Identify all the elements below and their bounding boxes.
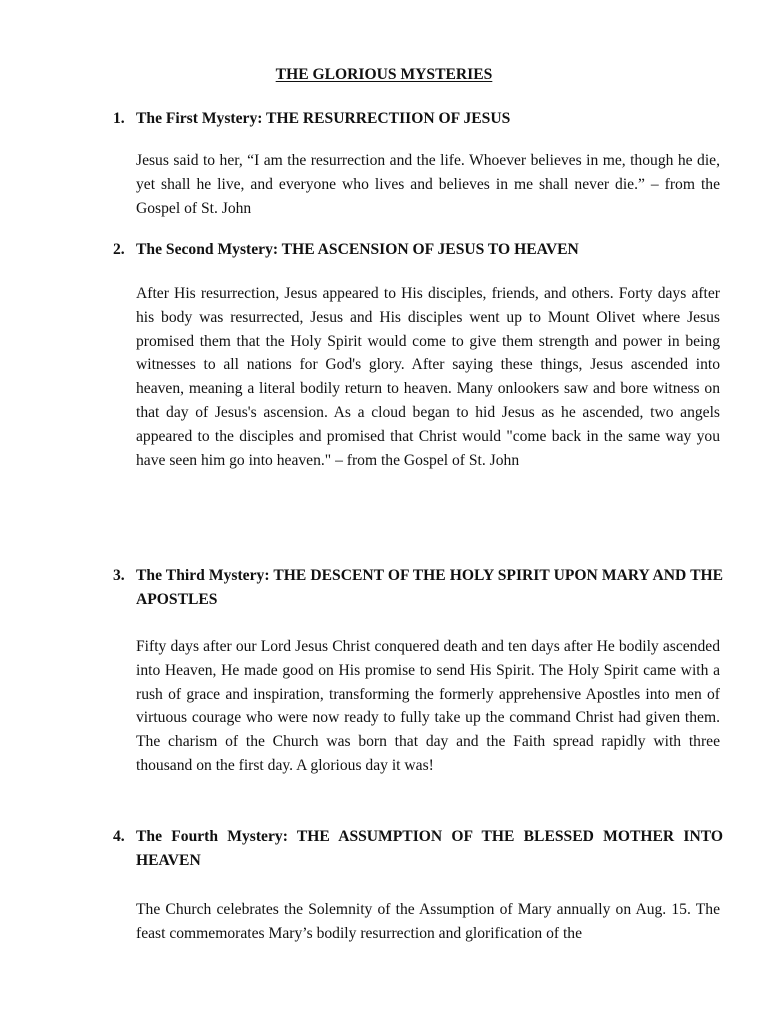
- mystery-3-title: The Third Mystery: THE DESCENT OF THE HOLY SPIRIT UPON MARY AND THE APOSTLES: [136, 567, 723, 608]
- mystery-4-heading: [113, 825, 723, 873]
- mystery-3-text: Fifty days after our Lord Jesus Christ conquered death and ten days after He bodily ascended into Heaven, He made good on His promise to send His Spirit. The Holy Spirit came with a rush of grace and inspiration, transforming the formerly apprehensive Apostles into men of virtuous courage who were now ready to fully take up the command Christ had given them. The charism of the Church was born that day and the Faith spread rapidly with three thousand on the first day. A glorious day it was!: [136, 638, 720, 774]
- page-title: THE GLORIOUS MYSTERIES: [275, 66, 493, 83]
- mystery-4-number: 4.: [113, 828, 125, 845]
- mystery-3-heading: [113, 564, 723, 612]
- mystery-2-heading: [113, 238, 723, 262]
- mystery-1-title: The First Mystery: THE RESURRECTIION OF JESUS: [136, 110, 511, 127]
- mystery-4-text: The Church celebrates the Solemnity of the Assumption of Mary annually on Aug. 15. The feast commemorates Mary’s bodily resurrection and glorification of the: [136, 901, 720, 942]
- mystery-1-heading: [113, 107, 723, 131]
- mystery-1-number: 1.: [113, 110, 125, 127]
- mystery-3-number: 3.: [113, 567, 125, 584]
- mystery-4-title: The Fourth Mystery: THE ASSUMPTION OF THE BLESSED MOTHER INTO HEAVEN: [136, 828, 723, 869]
- mystery-2-title: The Second Mystery: THE ASCENSION OF JESUS TO HEAVEN: [136, 241, 579, 258]
- mystery-1-text: Jesus said to her, “I am the resurrection and the life. Whoever believes in me, though he die, yet shall he live, and everyone who lives and believes in me shall never die.” – from the Gospel of St. John: [136, 152, 720, 217]
- mystery-2-number: 2.: [113, 241, 125, 258]
- mystery-2-text: After His resurrection, Jesus appeared to His disciples, friends, and others. Forty days after his body was resurrected, Jesus and His disciples went up to Mount Olivet where Jesus promised them that the Holy Spirit would come to give them strength and power in being witnesses to all nations for God's glory. After saying these things, Jesus ascended into heaven, meaning a literal bodily return to heaven. Many onlookers saw and bore witness on that day of Jesus's ascension. As a cloud began to hid Jesus as he ascended, two angels appeared to the disciples and promised that Christ would "come back in the same way you have seen him go into heaven." – from the Gospel of St. John: [136, 285, 720, 469]
